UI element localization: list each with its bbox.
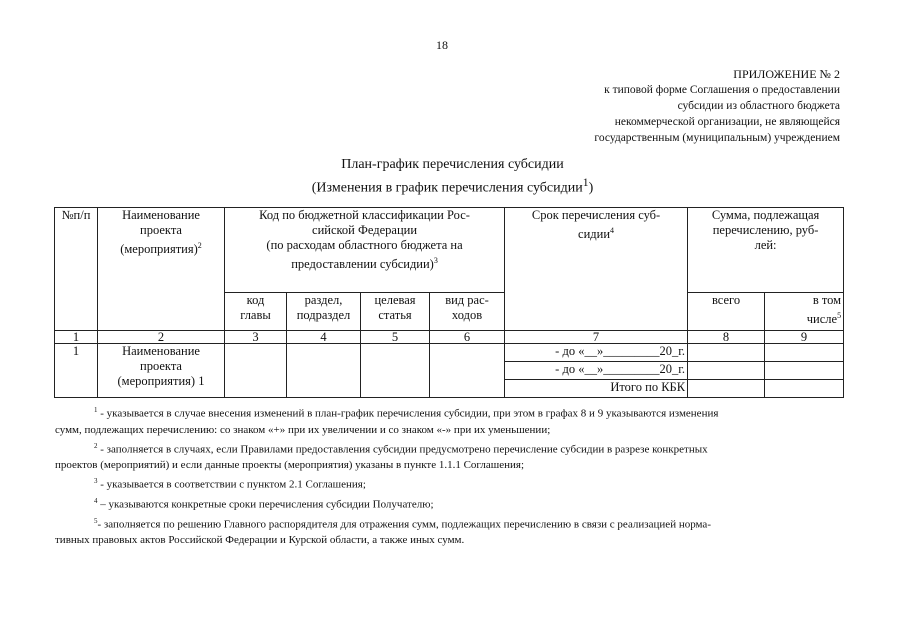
header-expense-type: вид рас- ходов [430, 293, 505, 331]
appendix-line: к типовой форме Соглашения о предоставлении [604, 84, 840, 96]
cell-chapter-code [225, 344, 287, 398]
kbk-total-label: Итого по КБК [505, 380, 688, 398]
appendix-line: государственным (муниципальным) учреждением [594, 132, 840, 144]
footnote-5: $^5$- заполняется по решению Главного распорядителя для отражения сумм, подлежащих перечислению в связи с реализацией норма- [94, 516, 711, 531]
date-line: - до «__»_________20_г. [505, 344, 688, 362]
footnote-5-cont: тивных правовых актов Российской Федерации и Курской области, а также иных сумм. [55, 534, 465, 547]
cell-including [765, 344, 844, 362]
cell-total [688, 362, 765, 380]
appendix-line: некоммерческой организации, не являющейся [614, 116, 840, 128]
cell-expense-type [430, 344, 505, 398]
title-line-2: (Изменения в график перечисления субсидии$^1$) [311, 176, 594, 196]
cell-including [765, 362, 844, 380]
date-line: - до «__»_________20_г. [505, 362, 688, 380]
footnote-2: $^2$ - заполняется в случаях, если Правилами предоставления субсидии предусмотрено перечисление субсидии в разрезе конкретных [94, 441, 708, 456]
header-kbk: Код по бюджетной классификации Рос- сийской Федерации (по расходам областного бюджета на предоставлении субсидии)$^3$ [225, 208, 505, 293]
title-line-1: План-график перечисления субсидии [341, 157, 564, 172]
header-transfer-term: Срок перечисления суб- сидии$^4$ [505, 208, 688, 331]
cell-total [688, 380, 765, 398]
footnote-1-cont: сумм, подлежащих перечислению: со знаком «+» при их увеличении и со знаком «-» при их уменьшении; [55, 423, 551, 436]
header-including: в том числе$^5$ [765, 293, 844, 331]
footnote-2-cont: проектов (мероприятий) и если данные проекты (мероприятия) указаны в пункте 1.1.1 Соглашения; [55, 459, 524, 472]
column-number: 4 [287, 331, 361, 344]
subsidy-schedule-table [54, 207, 844, 398]
header-project-name: Наименование проекта (мероприятия)$^2$ [98, 208, 225, 331]
header-target-item: целевая статья [361, 293, 430, 331]
column-number: 1 [55, 331, 98, 344]
column-number: 6 [430, 331, 505, 344]
header-chapter-code: код главы [225, 293, 287, 331]
header-amount: Сумма, подлежащая перечислению, руб- лей: [688, 208, 844, 293]
footnote-1: $^1$ - указывается в случае внесения изменений в план-график перечисления субсидии, при этом в графах 8 и 9 указываются изменения [94, 406, 719, 420]
column-number: 5 [361, 331, 430, 344]
footnote-3: $^3$ - указывается в соответствии с пунктом 2.1 Соглашения; [94, 477, 366, 491]
footnote-ref: 1 [582, 176, 589, 189]
column-number: 8 [688, 331, 765, 344]
column-number: 3 [225, 331, 287, 344]
appendix-heading: ПРИЛОЖЕНИЕ № 2 [733, 67, 840, 81]
page-number: 18 [436, 38, 448, 52]
appendix-line: субсидии из областного бюджета [677, 100, 840, 112]
column-number: 9 [765, 331, 844, 344]
row-num: 1 [55, 344, 98, 398]
footnote-4: $^4$ – указываются конкретные сроки перечисления субсидии Получателю; [94, 496, 434, 511]
column-number: 2 [98, 331, 225, 344]
cell-target-item [361, 344, 430, 398]
header-total: всего [688, 293, 765, 331]
cell-including [765, 380, 844, 398]
header-section: раздел, подраздел [287, 293, 361, 331]
appendix-header [594, 66, 840, 146]
header-num: №п/п [55, 208, 98, 331]
document-title [0, 156, 905, 198]
cell-section [287, 344, 361, 398]
cell-total [688, 344, 765, 362]
row-project-name: Наименование проекта (мероприятия) 1 [98, 344, 225, 398]
footnotes [55, 402, 845, 548]
column-number: 7 [505, 331, 688, 344]
